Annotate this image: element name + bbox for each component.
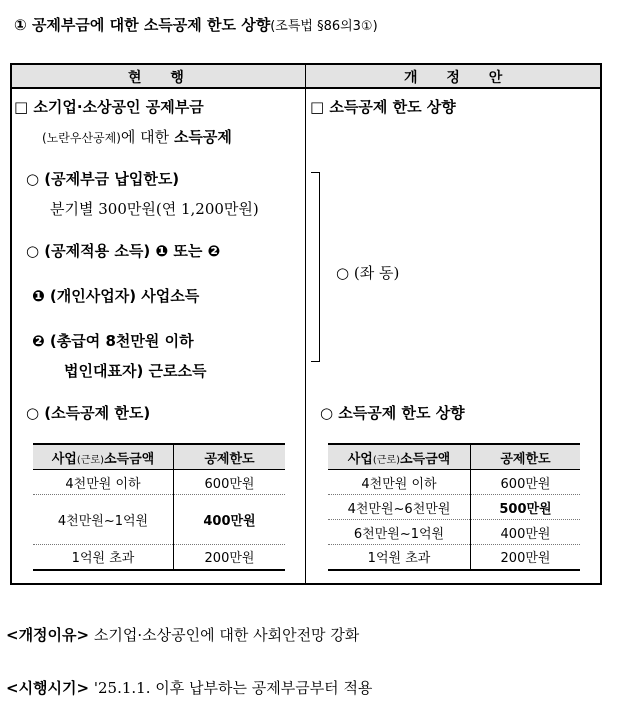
revised-raise-label: ○ 소득공제 한도 상향 <box>320 404 465 422</box>
limit-cell: 400만원 <box>471 520 581 545</box>
income-cell: 4천만원 이하 <box>33 470 174 495</box>
current-limit-label: ○ (공제부금 납입한도) <box>26 170 180 188</box>
table-row <box>33 470 285 495</box>
col-income-header: 사업(근로)소득금액 <box>328 444 471 470</box>
col-limit-header: 공제한도 <box>471 444 581 470</box>
section-title <box>14 14 378 35</box>
header-revised: 개 정 안 <box>404 70 515 86</box>
limit-cell: 200만원 <box>471 545 581 570</box>
revised-limit-table <box>328 443 580 571</box>
effective-text: '25.1.1. 이후 납부하는 공제부금부터 적용 <box>93 679 373 697</box>
effective-label: <시행시기> <box>6 679 90 697</box>
income-cell: 1억원 초과 <box>328 545 471 570</box>
current-item2-line2: 법인대표자) 근로소득 <box>64 362 207 380</box>
current-item1: ❶ (개인사업자) 사업소득 <box>32 287 200 305</box>
income-cell: 4천만원~1억원 <box>33 495 174 545</box>
subheading-mid: 에 대한 <box>120 128 174 146</box>
effective-line <box>6 677 372 698</box>
revised-heading: □ 소득공제 한도 상향 <box>310 98 456 116</box>
limit-cell: 200만원 <box>174 545 286 570</box>
yellow-umbrella-label: (노란우산공제) <box>42 131 121 145</box>
limit-cell: 400만원 <box>174 495 286 545</box>
limit-cell: 600만원 <box>174 470 286 495</box>
subheading-deduction: 소득공제 <box>173 128 232 146</box>
current-subheading <box>42 126 232 147</box>
income-cell: 1억원 초과 <box>33 545 174 570</box>
current-limit-table <box>33 443 285 571</box>
column-divider <box>305 63 306 585</box>
current-heading: □ 소기업·소상공인 공제부금 <box>14 98 204 116</box>
income-cell: 4천만원 이하 <box>328 470 471 495</box>
col-limit-header: 공제한도 <box>174 444 286 470</box>
table-row <box>328 495 580 520</box>
current-limit-value: 분기별 300만원(연 1,200만원) <box>50 200 259 218</box>
table-row <box>33 545 285 570</box>
title-number: ① <box>14 16 27 34</box>
same-as-left-bracket <box>311 172 320 362</box>
reason-line <box>6 624 359 645</box>
current-item2-line1: ❷ (총급여 8천만원 이하 <box>32 332 194 350</box>
current-deduction-label: ○ (소득공제 한도) <box>26 404 151 422</box>
table-row <box>328 545 580 570</box>
reason-label: <개정이유> <box>6 626 90 644</box>
income-cell: 6천만원~1억원 <box>328 520 471 545</box>
col-income-header: 사업(근로)소득금액 <box>33 444 174 470</box>
table-header-row <box>33 444 285 470</box>
table-header-row <box>328 444 580 470</box>
limit-cell: 600만원 <box>471 470 581 495</box>
reason-text: 소기업·소상공인에 대한 사회안전망 강화 <box>93 626 360 644</box>
table-row <box>328 520 580 545</box>
revised-same: ○ (좌 동) <box>336 264 400 282</box>
table-row <box>33 495 285 545</box>
current-applied-label: ○ (공제적용 소득) ❶ 또는 ❷ <box>26 242 221 260</box>
income-cell: 4천만원~6천만원 <box>328 495 471 520</box>
title-sub: (조특법 §86의3①) <box>270 19 378 34</box>
header-current: 현 행 <box>128 70 196 86</box>
title-main: 공제부금에 대한 소득공제 한도 상향 <box>31 16 271 34</box>
table-row <box>328 470 580 495</box>
limit-cell: 500만원 <box>471 495 581 520</box>
